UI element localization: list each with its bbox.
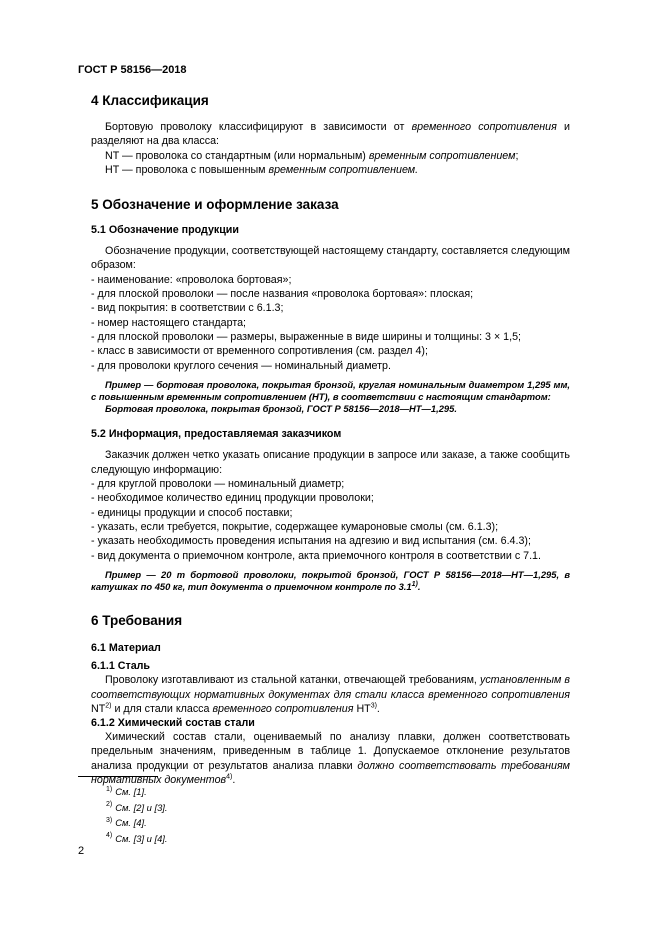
section-6-1-2-title: 6.1.2 Химический состав стали	[91, 717, 255, 730]
footnote: $^{3)}$ См. [4].	[106, 816, 147, 828]
list-item: - для плоской проволоки — после названия «проволока бортовая»: плоская;	[91, 288, 474, 301]
section-5-2-title: 5.2 Информация, предоставляемая заказчиком	[91, 428, 342, 441]
customer-info-list	[91, 477, 570, 563]
list-item: - вид документа о приемочном контроле, акта приемочного контроля в соответствии с 7.1.	[91, 549, 541, 562]
section-5-1-intro: Обозначение продукции, соответствующей настоящему стандарту, составляется следующим образом:	[91, 245, 570, 272]
designation-list	[91, 273, 570, 373]
footnote-divider	[78, 776, 158, 777]
list-item: - для круглой проволоки — номинальный диаметр;	[91, 478, 345, 491]
list-item: - для плоской проволоки — размеры, выраженные в виде ширины и толщины: 3 × 1,5;	[91, 330, 521, 343]
designation-example: Пример — бортовая проволока, покрытая бронзой, круглая номинальным диаметром 1,295 мм, с повышенным временным сопротивлением (НТ), в соответствии с настоящим стандартом: Бортовая проволока, покрытая бронзой, ГОСТ Р 58156—2018—НТ—1,295.	[91, 378, 570, 415]
list-item: - класс в зависимости от временного сопротивления (см. раздел 4);	[91, 345, 428, 358]
section-5-title: 5 Обозначение и оформление заказа	[91, 197, 339, 213]
footnote: $^{2)}$ См. [2] и [3].	[106, 801, 168, 813]
section-4-title: 4 Классификация	[91, 93, 209, 108]
footnote: $^{1)}$ См. [1].	[106, 785, 147, 797]
list-item: - наименование: «проволока бортовая»;	[91, 273, 292, 286]
document-header: ГОСТ Р 58156—2018	[78, 64, 187, 76]
list-item: - номер настоящего стандарта;	[91, 316, 247, 329]
class-ht: HT — проволока с повышенным временным сопротивлением.	[105, 163, 419, 176]
section-6-1-1-title: 6.1.1 Сталь	[91, 660, 150, 673]
list-item: - необходимое количество единиц продукции проволоки;	[91, 492, 374, 505]
section-4-paragraph: Бортовую проволоку классифицируют в зависимости от временного сопротивления и разделяют на два класса:	[91, 121, 570, 148]
section-6-1-title: 6.1 Материал	[91, 642, 161, 655]
section-5-1-title: 5.1 Обозначение продукции	[91, 224, 239, 237]
footnotes	[106, 784, 168, 846]
list-item: - указать необходимость проведения испытания на адгезию и вид испытания (см. 6.4.3);	[91, 535, 531, 548]
document-body	[91, 92, 570, 787]
class-nt: NT — проволока со стандартным (или нормальным) временным сопротивлением;	[105, 149, 519, 162]
page-number: 2	[78, 845, 85, 857]
section-6-1-2-paragraph: Химический состав стали, оцениваемый по анализу плавки, должен соответствовать предельным значениям, приведенным в таблице 1. Допускаемое отклонение результатов анализа продукции от результатов анализа плавки должно соответствовать требованиям нормативных документов$^{4)}$.	[91, 731, 570, 787]
section-5-2-intro: Заказчик должен четко указать описание продукции в запросе или заказе, а также сообщить следующую информацию:	[91, 449, 570, 476]
list-item: - указать, если требуется, покрытие, содержащее кумароновые смолы (см. 6.1.3);	[91, 520, 499, 533]
footnote: $^{4)}$ См. [3] и [4].	[106, 832, 168, 844]
order-example: Пример — 20 т бортовой проволоки, покрытой бронзой, ГОСТ Р 58156—2018—НТ—1,295, в катушках по 450 кг, тип документа о приемочном контроле по 3.1$^{1)}$.	[91, 568, 570, 593]
list-item: - для проволоки круглого сечения — номинальный диаметр.	[91, 359, 391, 372]
list-item: - вид покрытия: в соответствии с 6.1.3;	[91, 302, 284, 315]
section-6-1-1-paragraph: Проволоку изготавливают из стальной катанки, отвечающей требованиям, установленным в соответствующих нормативных документах для стали класса временного сопротивления NT$^{2)}$ и для стали класса временного сопротивления HT$^{3)}$.	[91, 674, 570, 715]
section-6-title: 6 Требования	[91, 613, 183, 629]
list-item: - единицы продукции и способ поставки;	[91, 506, 293, 519]
